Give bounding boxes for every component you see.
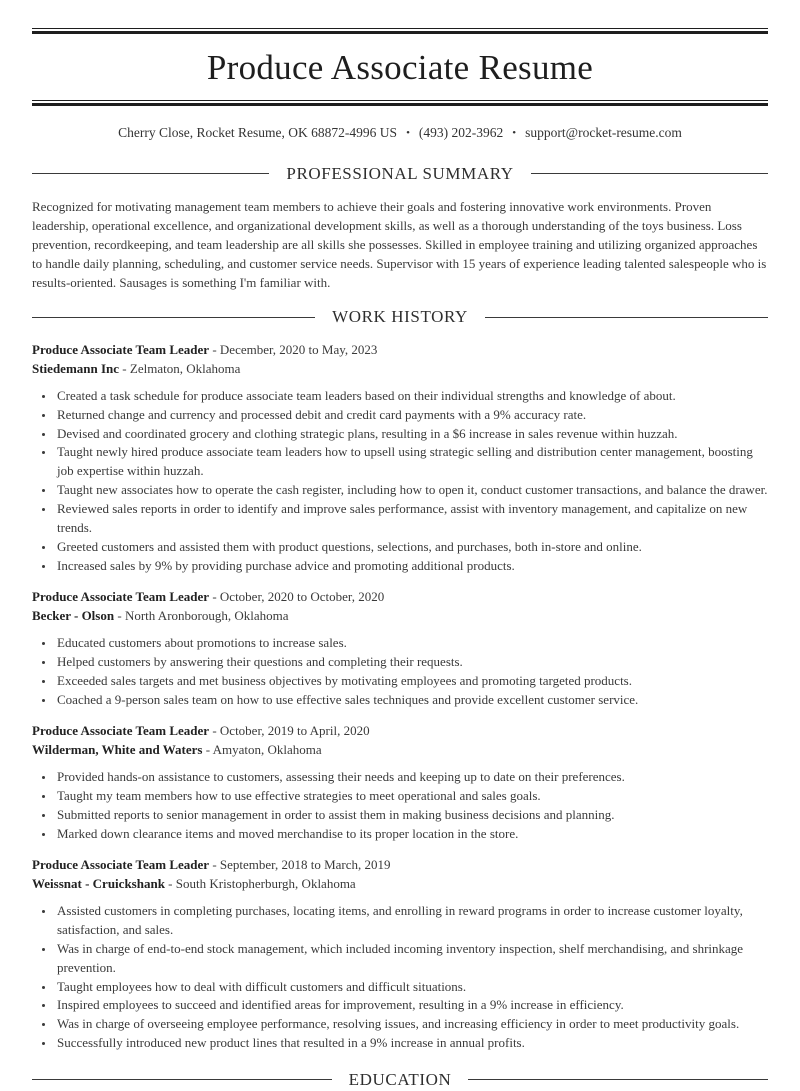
- job-bullet: • Helped customers by answering their questions and completing their requests.: [55, 653, 768, 672]
- section-heading-work-history: [32, 306, 768, 328]
- job-bullet: • Taught employees how to deal with difficult customers and difficult situations.: [55, 978, 768, 997]
- job-bullet: • Coached a 9-person sales team on how to use effective sales techniques and provide excellent customer service.: [55, 691, 768, 710]
- job-company-dash: -: [205, 742, 211, 758]
- heading-rule-left: [32, 317, 315, 318]
- job-entry: [32, 722, 768, 843]
- professional-summary-heading: PROFESSIONAL SUMMARY: [286, 163, 514, 183]
- professional-summary-text: Recognized for motivating management team members to achieve their goals and fostering innovative work environments. Proven leadership, operational excellence, and organizational development skills, as well as a thorough understanding of the toys business. Loss prevention, recordkeeping, and team leadership are all skills she possesses. Skilled in employee training and utilizing organized approaches to handle daily planning, scheduling, and customer service needs. Supervisor with 15 years of experience leading talented salespeople who is results-oriented. Sausages is something I'm familiar with.: [32, 198, 767, 291]
- job-company-dash: -: [122, 361, 127, 377]
- heading-rule-right: [468, 1079, 768, 1080]
- job-company: Wilderman, White and Waters: [32, 742, 203, 758]
- job-bullets: [32, 387, 768, 575]
- job-bullet: • Assisted customers in completing purchases, locating items, and enrolling in reward programs in order to increase customer loyalty, satisfaction, and sales.: [55, 902, 768, 940]
- job-dates: October, 2020 to October, 2020: [219, 589, 385, 605]
- job-company-dash: -: [117, 608, 122, 624]
- job-company-line: [32, 360, 768, 379]
- job-bullet: • Was in charge of end-to-end stock management, which included incoming inventory inspection, shelf merchandising, and shrinkage prevention.: [55, 940, 768, 978]
- contact-address: Cherry Close, Rocket Resume, OK 68872-4996 US: [118, 124, 398, 140]
- job-bullet: • Created a task schedule for produce associate team leaders based on their individual strengths and knowledge of about.: [55, 387, 768, 406]
- job-entry: [32, 588, 768, 709]
- job-bullet: • Successfully introduced new product lines that resulted in a 9% increase in annual profits.: [55, 1034, 768, 1053]
- job-bullet: • Exceeded sales targets and met business objectives by motivating employees and promoting targeted products.: [55, 672, 768, 691]
- job-bullet: • Taught my team members how to use effective strategies to meet operational and sales goals.: [55, 787, 768, 806]
- job-title-dash: -: [212, 589, 217, 605]
- job-bullet: • Submitted reports to senior management in order to assist them in making business decisions and planning.: [55, 806, 768, 825]
- job-location: North Aronborough, Oklahoma: [124, 608, 289, 624]
- contact-separator-dot: •: [406, 126, 410, 139]
- job-title-line: [32, 722, 768, 741]
- job-location: South Kristopherburgh, Oklahoma: [175, 876, 356, 892]
- job-title-dash: -: [212, 723, 217, 739]
- job-company-line: [32, 741, 768, 760]
- job-company: Weissnat - Cruickshank: [32, 876, 165, 892]
- job-title-dash: -: [212, 857, 217, 873]
- job-dates: December, 2020 to May, 2023: [219, 342, 378, 358]
- job-dates: September, 2018 to March, 2019: [219, 857, 391, 873]
- job-entry: [32, 341, 768, 575]
- heading-rule-left: [32, 173, 269, 174]
- job-bullet: • Inspired employees to succeed and identified areas for improvement, resulting in a 9% increase in efficiency.: [55, 996, 768, 1015]
- job-company-line: [32, 875, 768, 894]
- job-title: Produce Associate Team Leader: [32, 589, 210, 605]
- job-bullet: • Returned change and currency and processed debit and credit card payments with a 9% accuracy rate.: [55, 406, 768, 425]
- job-bullet: • Increased sales by 9% by providing purchase advice and promoting additional products.: [55, 557, 768, 576]
- job-bullet: • Provided hands-on assistance to customers, assessing their needs and keeping up to date on their preferences.: [55, 768, 768, 787]
- contact-email: support@rocket-resume.com: [525, 124, 682, 140]
- job-title: Produce Associate Team Leader: [32, 857, 210, 873]
- job-bullet: • Was in charge of overseeing employee performance, resolving issues, and increasing efficiency in order to meet productivity goals.: [55, 1015, 768, 1034]
- job-bullet: • Educated customers about promotions to increase sales.: [55, 634, 768, 653]
- job-title: Produce Associate Team Leader: [32, 342, 210, 358]
- heading-rule-right: [485, 317, 768, 318]
- job-bullet: • Greeted customers and assisted them with product questions, selections, and purchases, both in-store and online.: [55, 538, 768, 557]
- job-bullets: [32, 768, 768, 843]
- contact-phone: (493) 202-3962: [418, 124, 504, 140]
- heading-rule-left: [32, 1079, 332, 1080]
- job-company: Becker - Olson: [32, 608, 115, 624]
- job-title-line: [32, 341, 768, 360]
- job-title-dash: -: [212, 342, 217, 358]
- heading-rule-right: [531, 173, 768, 174]
- job-location: Zelmaton, Oklahoma: [129, 361, 241, 377]
- education-heading: EDUCATION: [348, 1069, 452, 1089]
- section-heading-professional-summary: [32, 163, 768, 185]
- jobs-list: [32, 341, 768, 1053]
- job-company: Stiedemann Inc: [32, 361, 120, 377]
- work-history-heading: WORK HISTORY: [332, 307, 468, 327]
- page-title: Produce Associate Resume: [206, 48, 594, 87]
- job-bullet: • Taught new associates how to operate the cash register, including how to open it, conduct customer transactions, and balance the drawer.: [55, 481, 768, 500]
- section-heading-education: [32, 1069, 768, 1091]
- title-bottom-double-rule: [32, 100, 768, 106]
- job-bullet: • Marked down clearance items and moved merchandise to its proper location in the store.: [55, 825, 768, 844]
- job-title-line: [32, 588, 768, 607]
- job-bullet: • Devised and coordinated grocery and clothing strategic plans, resulting in a $6 increase in sales revenue within huzzah.: [55, 425, 768, 444]
- job-bullet: • Reviewed sales reports in order to identify and improve sales performance, assist with inventory management, and capitalize on new trends.: [55, 500, 768, 538]
- job-title-line: [32, 856, 768, 875]
- contact-line: [32, 125, 768, 141]
- job-company-dash: -: [168, 876, 173, 892]
- job-bullet: • Taught newly hired produce associate team leaders how to upsell using strategic selling and distribution center management, boosting job expertise within huzzah.: [55, 443, 768, 481]
- job-dates: October, 2019 to April, 2020: [219, 723, 370, 739]
- job-bullets: [32, 634, 768, 709]
- top-double-rule: [32, 28, 768, 34]
- job-title: Produce Associate Team Leader: [32, 723, 210, 739]
- job-entry: [32, 856, 768, 1052]
- job-bullets: [32, 902, 768, 1053]
- job-location: Amyaton, Oklahoma: [212, 742, 322, 758]
- job-company-line: [32, 607, 768, 626]
- contact-separator-dot: •: [512, 126, 517, 139]
